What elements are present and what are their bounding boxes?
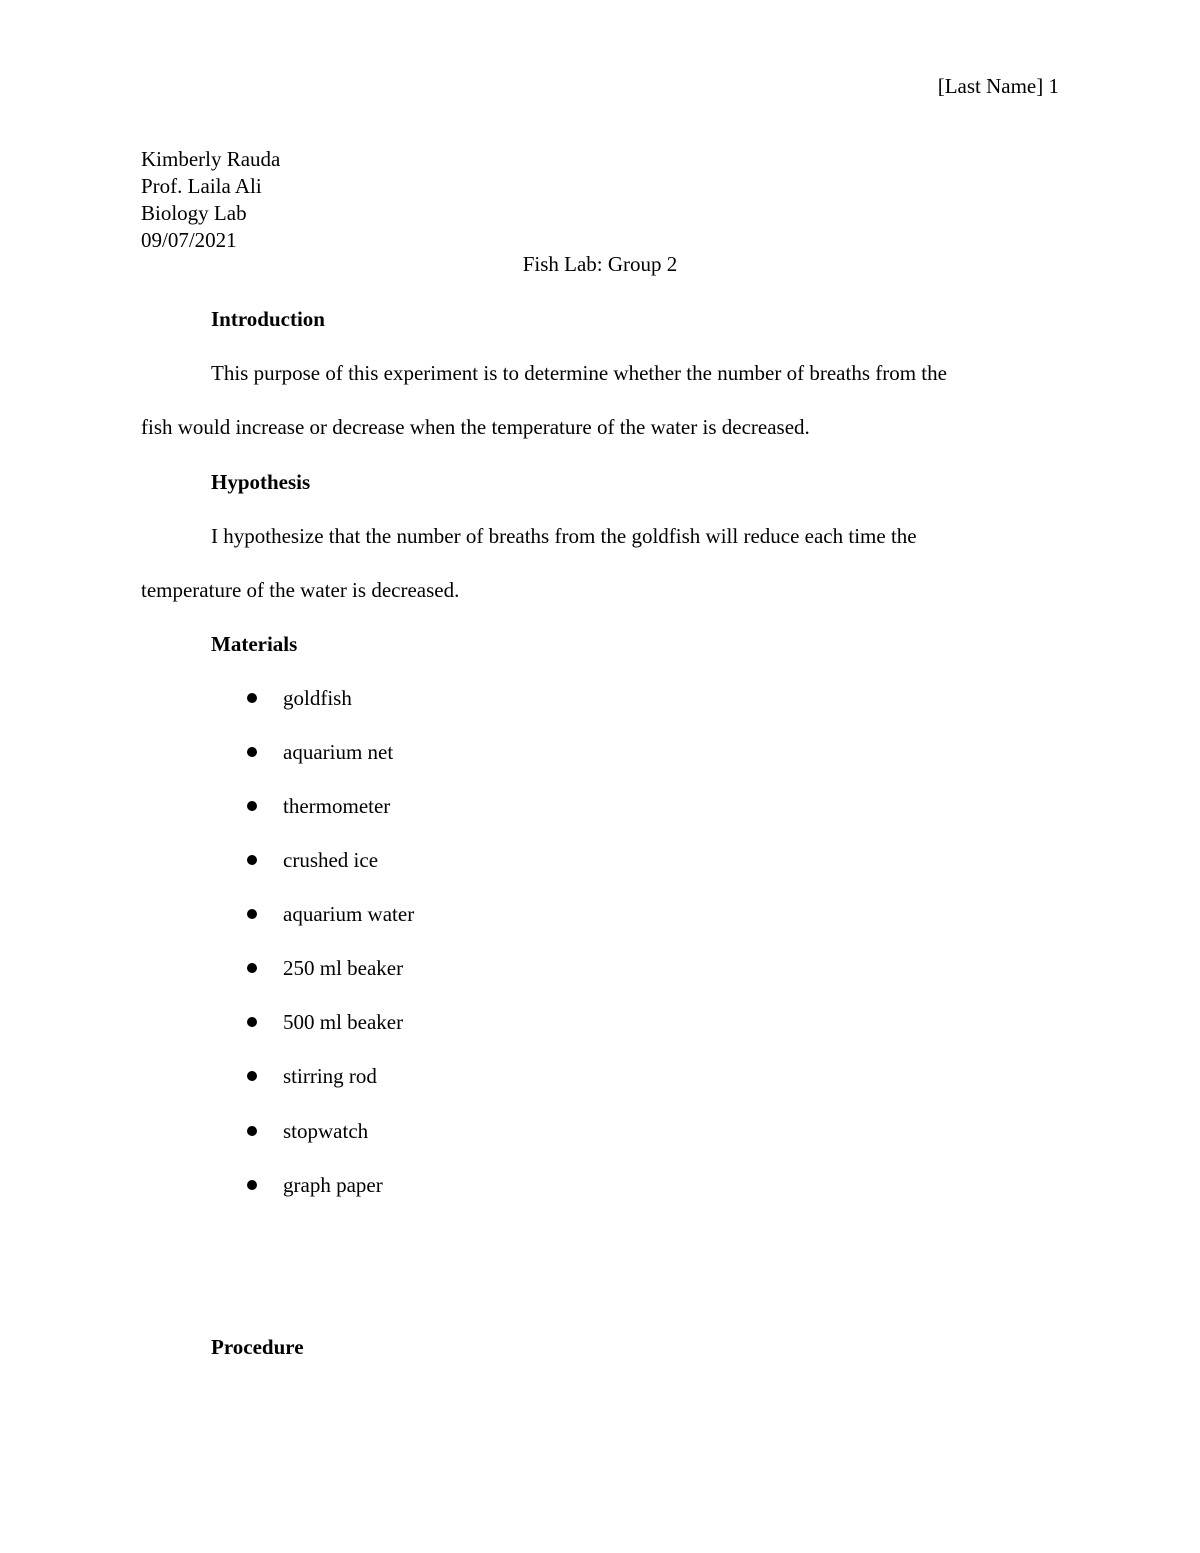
date: 09/07/2021: [141, 228, 237, 252]
introduction-text-line-2: fish would increase or decrease when the temperature of the water is decreased.: [141, 415, 810, 439]
bullet-icon: [247, 747, 257, 757]
hypothesis-heading: Hypothesis: [211, 470, 311, 494]
hypothesis-text-line-2: temperature of the water is decreased.: [141, 578, 460, 602]
instructor-name: Prof. Laila Ali: [141, 174, 262, 198]
heading-block: [141, 146, 280, 254]
bullet-icon: [247, 693, 257, 703]
author-name: Kimberly Rauda: [141, 147, 281, 171]
bullet-icon: [247, 1180, 257, 1190]
bullet-icon: [247, 963, 257, 973]
list-item: graph paper: [283, 1173, 383, 1197]
introduction-text-line-1: This purpose of this experiment is to determine whether the number of breaths from the: [211, 361, 947, 385]
list-item: crushed ice: [283, 848, 379, 872]
list-item: aquarium net: [283, 740, 394, 764]
list-item: goldfish: [283, 686, 352, 710]
procedure-heading: Procedure: [211, 1335, 304, 1359]
document-title: Fish Lab: Group 2: [522, 252, 678, 276]
bullet-icon: [247, 1017, 257, 1027]
materials-heading: Materials: [211, 632, 298, 656]
hypothesis-text-line-1: I hypothesize that the number of breaths from the goldfish will reduce each time the: [211, 524, 917, 548]
list-item: 250 ml beaker: [283, 956, 404, 980]
list-item: aquarium water: [283, 902, 415, 926]
page-header: [Last Name] 1: [937, 74, 1059, 98]
bullet-icon: [247, 801, 257, 811]
introduction-heading: Introduction: [211, 307, 325, 331]
bullet-icon: [247, 909, 257, 919]
bullet-icon: [247, 855, 257, 865]
list-item: stopwatch: [283, 1119, 369, 1143]
list-item: 500 ml beaker: [283, 1010, 404, 1034]
bullet-icon: [247, 1126, 257, 1136]
bullet-icon: [247, 1071, 257, 1081]
list-item: thermometer: [283, 794, 391, 818]
list-item: stirring rod: [283, 1064, 377, 1088]
course-name: Biology Lab: [141, 201, 247, 225]
